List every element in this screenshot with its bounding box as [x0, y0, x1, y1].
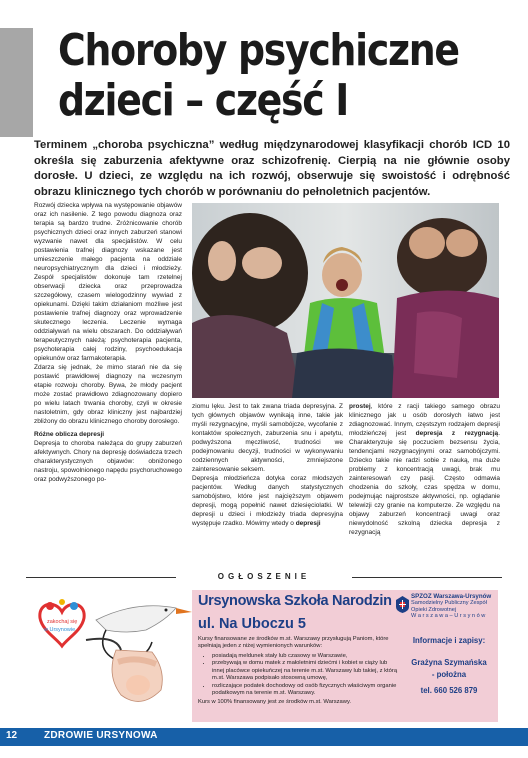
spzoz-logo-icon	[396, 596, 409, 613]
ad-box	[192, 590, 498, 722]
logo-name: SPZOZ Warszawa-Ursynów	[411, 593, 492, 600]
ad-conditions-list	[212, 653, 398, 698]
badge-text-2: w Ursynowie	[44, 627, 76, 633]
page-number: 12	[6, 730, 18, 741]
ad-intro: Kursy finansowane ze środków m.st. Warszawy przysługują Paniom, które spełniają jeden z niżej wymienionych warunków:	[198, 636, 389, 650]
text-run: , które z racji takiego samego obrazu klinicznego jak u osób dorosłych łatwo jest zdiagnozować. Innym, częstszym rodzajem depresji młodzieńczej jest	[349, 403, 500, 437]
ad-body	[198, 636, 398, 707]
title-accent-bar	[0, 28, 33, 137]
list-item: • posiadają meldunek stały lub czasowy w Warszawie,	[212, 653, 398, 660]
bold-term: depresja z rezygnacją	[415, 430, 499, 437]
magazine-name: ZDROWIE URSYNOWA	[44, 730, 158, 741]
family-photo-illustration	[192, 203, 499, 398]
ad-illustration	[26, 590, 192, 722]
paragraph	[349, 402, 500, 537]
ursynow-heart-badge	[40, 599, 84, 646]
badge-text-1: zakochaj się	[47, 619, 78, 625]
article-title	[58, 25, 459, 126]
divider	[26, 577, 176, 578]
title-line-2: dzieci – część I	[58, 75, 349, 126]
text-run: Depresja młodzieńcza dotyka coraz młodszych pacjentów. Według danych statystycznych samobójstwo, które jest najcięższym objawem depresji, mogą popełnić nawet dziesięciolatki. W depresji u dzieci i młodzieży triada depresyjna występuje rzadko. Mówimy wtedy o	[192, 475, 343, 527]
paragraph: Depresja to choroba należąca do grupy zaburzeń afektywnych. Chory na depresję doświadcza trzech charakterystycznych objawów: obniżonego nastroju, spowolnionego napędu psychoruchowego oraz podwyższonego po-	[34, 440, 182, 483]
stork-baby-illustration	[26, 590, 192, 722]
list-item: • przebywają w domu matek z małoletnimi dziećmi i kobiet w ciąży lub innej placówce opiekuńczej na terenie m.st. Warszawy lub takiej, z którą m.st. Warszawa podpisało stosowną umowę,	[212, 660, 398, 682]
paragraph	[192, 474, 343, 528]
contact-role: - położna	[431, 670, 467, 679]
subheading: Różne oblicza depresji	[34, 431, 105, 438]
ad-label: OGŁOSZENIE	[217, 572, 311, 581]
divider	[352, 577, 502, 578]
ad-address: ul. Na Uboczu 5	[198, 616, 306, 632]
list-item: • rozliczające podatek dochodowy od osób fizycznych właściwym organie podatkowym na terenie m.st. Warszawy.	[212, 683, 398, 698]
page-footer	[0, 728, 528, 746]
paragraph: Rozwój dziecka wpływa na występowanie objawów oraz ich nasilenie. Z tego powodu diagnoza oraz terapia są bardzo trudne. Zróżnicowanie chorób psychicznych dzieci oraz innych zaburzeń stanowi wyzwanie nawet dla specjalistów. W celu postawienia trafnej diagnozy wskazane jest umieszczenie małego pacjenta na oddziale neuropsychiatrycznym dla dzieci i młodzieży. Zespół specjalistów dokonuje tam rzetelnej obserwacji dziecka oraz przeprowadza szczegółowy, czasem wielogodzinny wywiad z opiekunami. Dzięki takim działaniom możliwe jest postawienie trafnej diagnozy oraz wprowadzenie skutecznego leczenia. Leczenie wymaga oddziaływań na wielu obszarach. Do oddziaływań terapeutycznych należą: psychoterapia pacjenta, psychoterapia całej rodziny, psychoedukacja opiekunów oraz farmakoterapia.	[34, 202, 182, 362]
paragraph: Zdarza się jednak, że mimo starań nie da się postawić prawidłowej diagnozy na wczesnym etapie rozwoju choroby. Bywa, że młody pacjent może zostać prawidłowo zdiagnozowany dopiero po wielu latach trwania choroby, czyli w okresie nastoletnim, gdy obraz kliniczny jest najbardziej zbliżony do obrazu klinicznego choroby dorosłego.	[34, 364, 182, 425]
paragraph: ziomu lęku. Jest to tak zwana triada depresyjna. Z tych głównych objawów wynikają inne, takie jak myśli rezygnacyjne, myśli samobójcze, wycofanie z kontaktów społecznych, zaburzenia snu i apetytu, podwyższona męczliwość, trudności we podejmowaniu decyzji, trudności w wykonywaniu codziennych aktywności, zmniejszone zainteresowanie seksem.	[192, 403, 343, 473]
contact-title: Informacje i zapisy:	[412, 636, 486, 645]
bold-term: depresji	[295, 520, 321, 527]
text-run: . Charakteryzuje się poczuciem bezsensu życia, tendencjami rezygnacyjnymi oraz samobójczymi. Dziecko takie nie radzi sobie z nauką, ma duże problemy z koncentracją uwagi, brak mu zainteresowań czy pasji. Często odmawia chodzenia do szkoły, czas spędza w domu, podejmując najprostsze aktywności, np. oglądanie telewizji czy granie na komputerze. Ze względu na objawy zaburzeń koncentracji uwagi oraz niewydolność szkolną dziecka depresja z rezygnacją	[349, 430, 500, 536]
contact-name: Grażyna Szymańska	[411, 658, 487, 667]
article-lead: Terminem „choroba psychiczna” według międzynarodowej klasyfikacji chorób ICD 10 określa się zaburzenia afektywne oraz schizofrenię. Cierpią na nie głównie osoby dorosłe. U dzieci, ze względu na ich rozwój, obserwuje się swoistość i odrębność obrazu klinicznego tych chorób w porównaniu do pełnoletnich pacjentów.	[34, 139, 510, 198]
ad-separator	[26, 572, 502, 582]
article-column-1	[34, 201, 182, 561]
article-column-3	[349, 402, 500, 561]
ad-closing: Kurs w 100% finansowany jest ze środków m.st. Warszawy.	[198, 699, 352, 706]
title-line-1: Choroby psychiczne	[58, 25, 459, 76]
bold-term: prostej	[349, 403, 371, 410]
article-column-2	[192, 402, 343, 561]
article-photo	[192, 203, 499, 398]
ad-contact	[404, 636, 494, 696]
logo-subtitle: Samodzielny Publiczny Zespół Opieki Zdrowotnej	[411, 600, 487, 613]
spzoz-logo	[396, 594, 496, 618]
contact-phone[interactable]: tel. 660 526 879	[420, 686, 478, 695]
ad-school-name: Ursynowska Szkoła Narodzin	[198, 593, 392, 609]
logo-location: W a r s z a w a – U r s y n ó w	[411, 613, 486, 620]
